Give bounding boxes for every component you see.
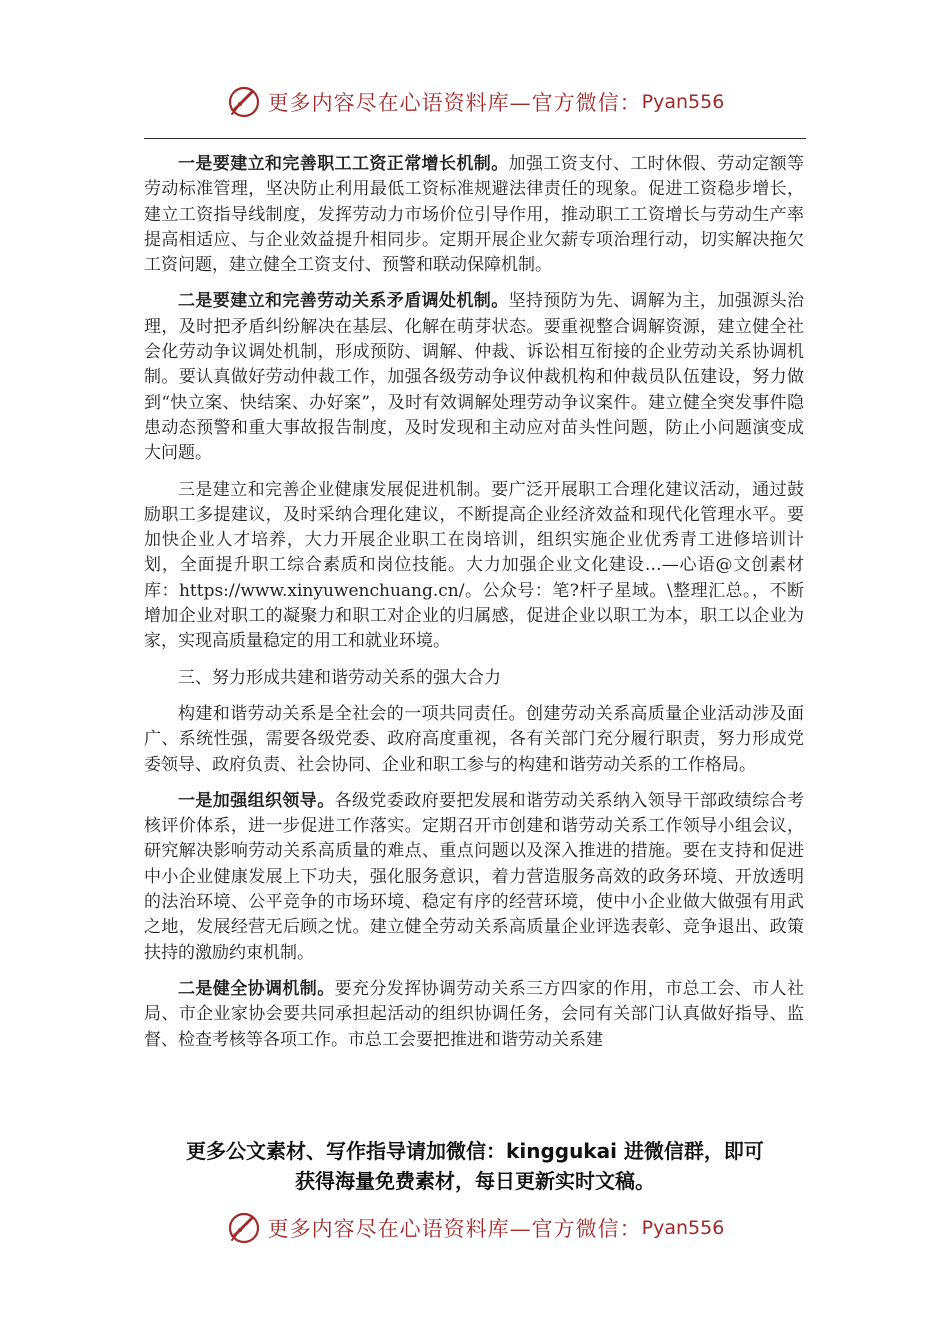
promo-notice: [120, 1136, 830, 1196]
paragraph-organization-leadership: [144, 789, 804, 966]
paragraph-text: 加强工资支付、工时休假、劳动定额等劳动标准管理，坚决防止利用最低工资标准规避法律责任的现象。促进工资稳步增长，建立工资指导线制度，发挥劳动力市场价位引导作用，推动职工工资增长与劳动生产率提高相适应、与企业效益提升相同步。定期开展企业欠薪专项治理行动，切实解决拖欠工资问题，建立健全工资支付、预警和联动保障机制。: [144, 154, 805, 276]
paragraph-text: 三是建立和完善企业健康发展促进机制。要广泛开展职工合理化建议活动，通过鼓励职工多提建议，及时采纳合理化建议，不断提高企业经济效益和现代化管理水平。要加快企业人才培养，大力开展企业职工在岗培训，组织实施企业优秀青工进修培训计划，全面提升职工综合素质和岗位技能。大力加强企业文化建设…—心语@文创素材库：https://www.xinyuwenchuang.cn/。公众号：笔?杆子星域。\整理汇总。，不断增加企业对职工的凝聚力和职工对企业的归属感，促进企业以职工为本，职工以企业为家，实现高质量稳定的用工和就业环境。: [144, 479, 804, 652]
section-heading-text: 三、努力形成共建和谐劳动关系的强大合力: [178, 667, 501, 688]
pen-logo-icon: [226, 1210, 262, 1246]
section-heading: [144, 666, 804, 691]
footer-banner: [0, 1206, 950, 1250]
promo-notice-line1: 更多公文素材、写作指导请加微信：kinggukai 进微信群，即可: [186, 1139, 764, 1163]
header-divider: [144, 138, 806, 139]
paragraph-dispute-mechanism: [144, 289, 804, 466]
document-body: [144, 152, 804, 1064]
footer-banner-text: 更多内容尽在心语资料库—官方微信：: [267, 1217, 642, 1241]
paragraph-coordination-mechanism: [144, 977, 804, 1053]
paragraph-lead: 二是健全协调机制。: [178, 978, 335, 999]
paragraph-joint-responsibility: [144, 702, 804, 778]
paragraph-wage-mechanism: [144, 152, 804, 278]
pen-logo-icon: [226, 84, 262, 120]
header-banner-wechat-id: Pyan556: [641, 91, 725, 113]
paragraph-text: 要充分发挥协调劳动关系三方四家的作用，市总工会、市人社局、市企业家协会要共同承担起活动的组织协调任务，会同有关部门认真做好指导、监督、检查考核等各项工作。市总工会要把推进和谐劳动关系建: [144, 978, 805, 1050]
header-banner-text: 更多内容尽在心语资料库—官方微信：: [267, 91, 642, 115]
paragraph-text: 构建和谐劳动关系是全社会的一项共同责任。创建劳动关系高质量企业活动涉及面广、系统性强，需要各级党委、政府高度重视，各有关部门充分履行职责，努力形成党委领导、政府负责、社会协同、企业和职工参与的构建和谐劳动关系的工作格局。: [144, 703, 804, 775]
paragraph-lead: 一是要建立和完善职工工资正常增长机制。: [178, 154, 509, 174]
promo-notice-line2: 获得海量免费素材，每日更新实时文稿。: [295, 1169, 655, 1193]
paragraph-text: 各级党委政府要把发展和谐劳动关系纳入领导干部政绩综合考核评价体系，进一步促进工作落实。定期召开市创建和谐劳动关系工作领导小组会议，研究解决影响劳动关系高质量的难点、重点问题以及深入推进的措施。要在支持和促进中小企业健康发展上下功夫，强化服务意识，着力营造服务高效的政务环境、开放透明的法治环境、公平竞争的市场环境、稳定有序的经营环境，使中小企业做大做强有用武之地，发展经营无后顾之忧。建立健全劳动关系高质量企业评选表彰、竞争退出、政策扶持的激励约束机制。: [144, 790, 805, 963]
paragraph-development-mechanism: [144, 478, 804, 655]
header-banner: [0, 80, 950, 124]
paragraph-lead: 二是要建立和完善劳动关系矛盾调处机制。: [178, 291, 509, 312]
paragraph-text: 坚持预防为先、调解为主，加强源头治理，及时把矛盾纠纷解决在基层、化解在萌芽状态。要重视整合调解资源，建立健全社会化劳动争议调处机制，形成预防、调解、仲裁、诉讼相互衔接的企业劳动关系协调机制。要认真做好劳动仲裁工作，加强各级劳动争议仲裁机构和仲裁员队伍建设，努力做到“快立案、快结案、办好案”，及时有效调解处理劳动争议案件。建立健全突发事件隐患动态预警和重大事故报告制度，及时发现和主动应对苗头性问题，防止小问题演变成大问题。: [144, 291, 805, 464]
paragraph-lead: 一是加强组织领导。: [178, 790, 335, 811]
footer-banner-wechat-id: Pyan556: [641, 1217, 725, 1239]
